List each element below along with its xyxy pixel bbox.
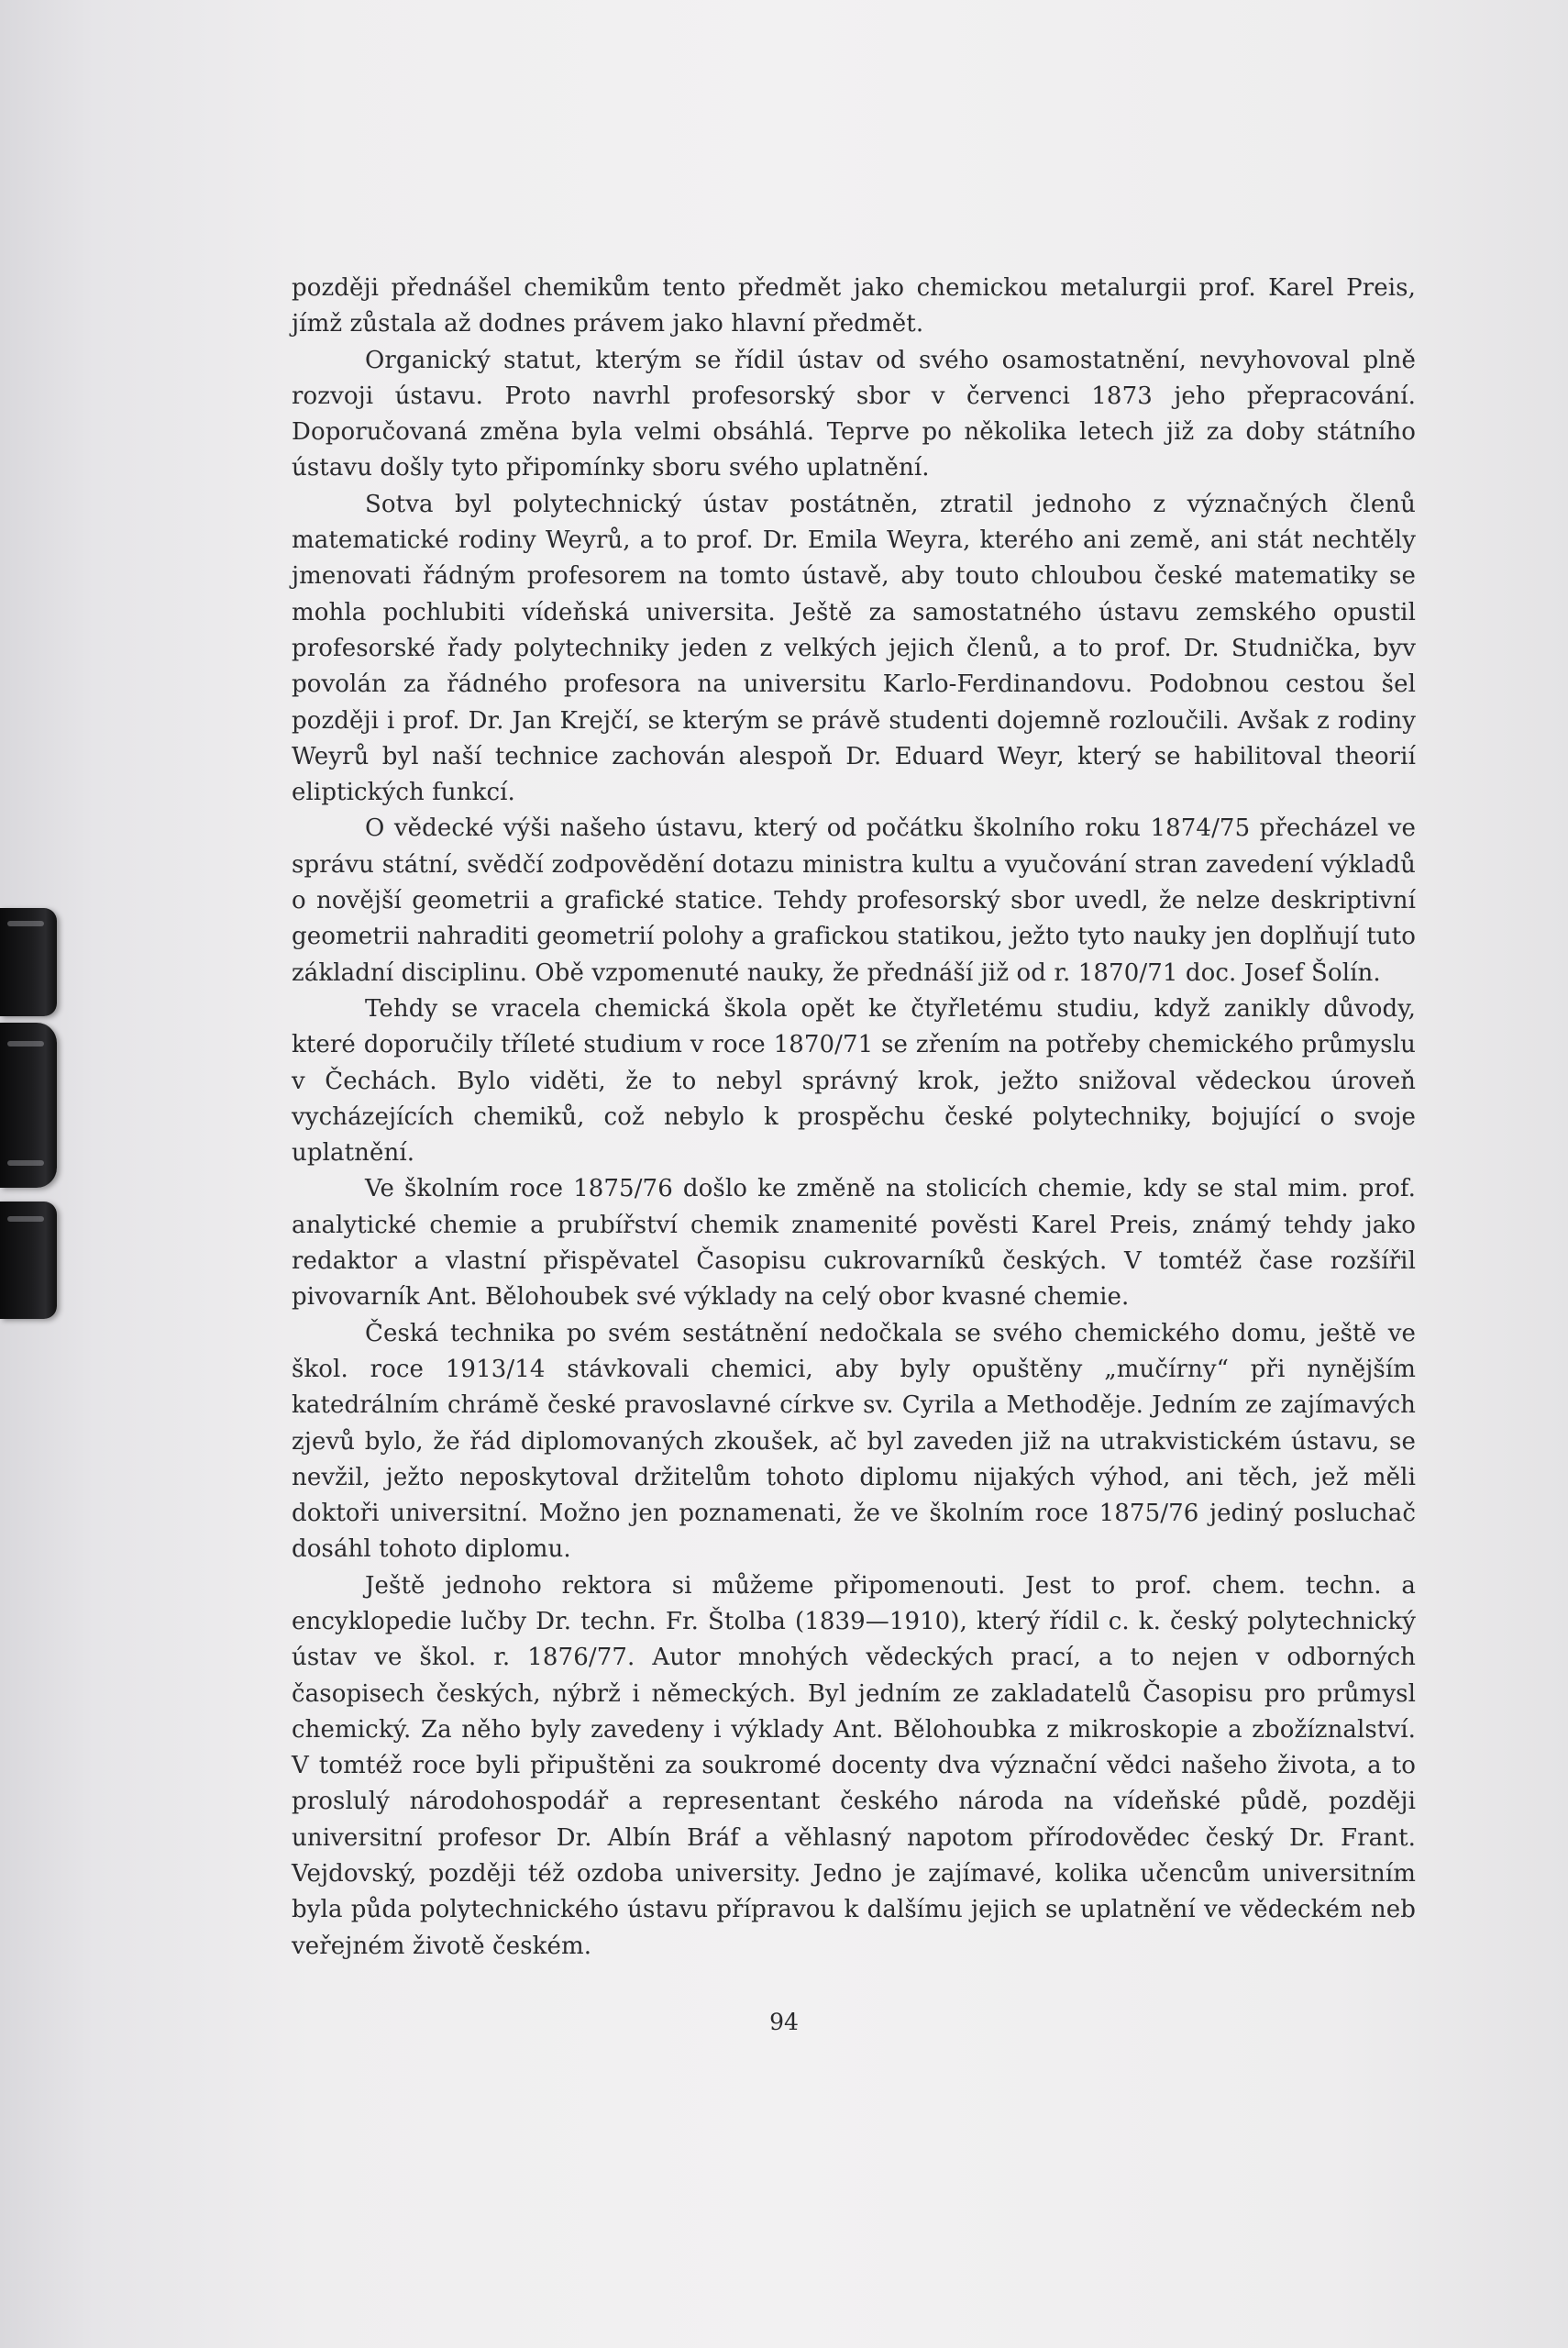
- paragraph: Ve školním roce 1875/76 došlo ke změně na stolicích chemie, kdy se stal mim. prof. analytické chemie a prubířství chemik znamenité pověsti Karel Preis, známý tehdy jako redaktor a vlastní přispěvatel Časopisu cukrovarníků českých. V tomtéž čase rozšířil pivovarník Ant. Bělohoubek své výklady na celý obor kvasné chemie.: [292, 1175, 1416, 1312]
- paragraph: Tehdy se vracela chemická škola opět ke čtyřletému studiu, když zanikly důvody, které doporučily tříleté studium v roce 1870/71 se zřením na potřeby chemického průmyslu v Čechách. Bylo viděti, že to nebyl správný krok, ježto snižoval vědeckou úroveň vycházejících chemiků, což nebylo k prospěchu české polytechniky, bojující o svoje uplatnění.: [292, 994, 1416, 1168]
- paragraph: O vědecké výši našeho ústavu, který od počátku školního roku 1874/75 přecházel ve správu státní, svědčí zodpovědění dotazu ministra kultu a vyučování stran zavedení výkladů o novější geometrii a grafické statice. Tehdy profesorský sbor uvedl, že nelze deskriptivní geometrii nahraditi geometrií polohy a grafickou statikou, ježto tyto nauky jen doplňují tuto základní disciplinu. Obě vzpomenuté nauky, že přednáší již od r. 1870/71 doc. Josef Šolín.: [292, 814, 1416, 987]
- paragraph: Česká technika po svém sestátnění nedočkala se svého chemického domu, ještě ve škol. roce 1913/14 stávkovali chemici, aby byly opuštěny „mučírny“ při nynějším katedrálním chrámě české pravoslavné církve sv. Cyrila a Methoděje. Jedním ze zajímavých zjevů bylo, že řád diplomovaných zkoušek, ač byl zaveden již na utrakvistickém ústavu, se nevžil, ježto neposkytoval držitelům tohoto diplomu nijakých výhod, ani těch, jež měli doktoři universitní. Možno jen poznamenati, že ve školním roce 1875/76 jediný posluchač dosáhl tohoto diplomu.: [292, 1319, 1416, 1564]
- body-text: [292, 271, 1416, 1965]
- paragraph: Organický statut, kterým se řídil ústav od svého osamostatnění, nevyhovoval plně rozvoji ústavu. Proto navrhl profesorský sbor v červenci 1873 jeho přepracování. Doporučovaná změna byla velmi obsáhlá. Teprve po několika letech již za doby státního ústavu došly tyto připomínky sboru svého uplatnění.: [292, 346, 1416, 482]
- paragraph: později přednášel chemikům tento předmět jako chemickou metalurgii prof. Karel Preis, jímž zůstala až dodnes právem jako hlavní předmět.: [292, 274, 1416, 338]
- paragraph: Ještě jednoho rektora si můžeme připomenouti. Jest to prof. chem. techn. a encyklopedie lučby Dr. techn. Fr. Štolba (1839—1910), který řídil c. k. český polytechnický ústav ve škol. r. 1876/77. Autor mnohých vědeckých prací, a to nejen v odborných časopisech českých, nýbrž i německých. Byl jedním ze zakladatelů Časopisu pro průmysl chemický. Za něho byly zavedeny i výklady Ant. Bělohoubka z mikroskopie a zbožíznalství. V tomtéž roce byli připuštěni za soukromé docenty dva význační vědci našeho života, a to proslulý národohospodář a representant českého národa na vídeňské půdě, později universitní profesor Dr. Albín Bráf a věhlasný napotom přírodovědec český Dr. Frant. Vejdovský, později též ozdoba university. Jedno je zajímavé, kolika učencům universitním byla půda polytechnického ústavu přípravou k dalšímu jejich se uplatnění ve vědeckém neb veřejném životě českém.: [292, 1571, 1416, 1960]
- binder-clip-middle: [0, 1023, 57, 1188]
- page-number: 94: [769, 2009, 799, 2035]
- paragraph: Sotva byl polytechnický ústav postátněn, ztratil jednoho z význačných členů matematické rodiny Weyrů, a to prof. Dr. Emila Weyra, kterého ani země, ani stát nechtěly jmenovati řádným profesorem na tomto ústavě, aby touto chloubou české matematiky se mohla pochlubiti vídeňská universita. Ještě za samostatného ústavu zemského opustil profesorské řady polytechniky jeden z velkých jejich členů, a to prof. Dr. Studnička, byv povolán za řádného profesora na universitu Karlo-Ferdinandovu. Podobnou cestou šel později i prof. Dr. Jan Krejčí, se kterým se právě studenti dojemně rozloučili. Avšak z rodiny Weyrů byl naší technice zachován alespoň Dr. Eduard Weyr, který se habilitoval theorií eliptických funkcí.: [292, 490, 1416, 807]
- binder-clip-top: [0, 908, 57, 1016]
- binder-clip-bottom: [0, 1202, 57, 1319]
